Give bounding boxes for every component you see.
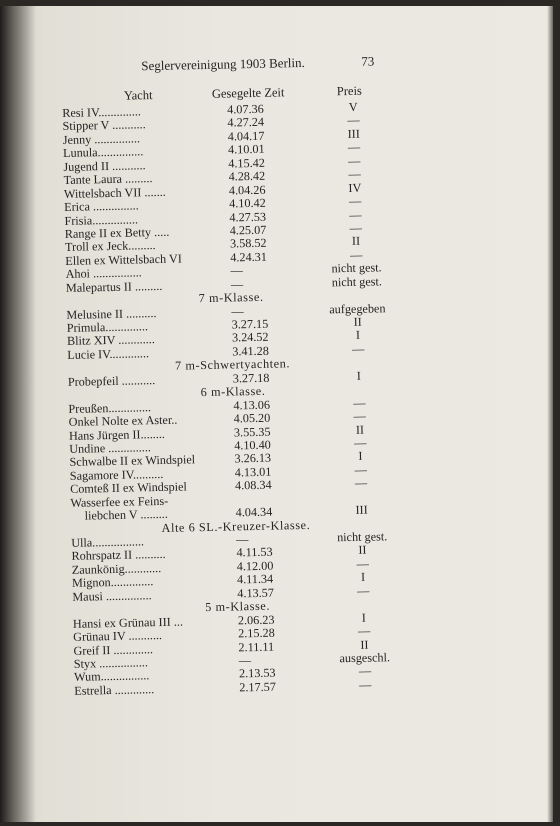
prize: — — [354, 462, 368, 477]
sailed-time: 4.04.34 — [235, 504, 273, 520]
sailed-time: 4.24.31 — [230, 249, 268, 265]
prize: — — [354, 475, 368, 491]
yacht-name: Styx ................ — [73, 655, 149, 671]
yacht-name: Blitz XIV ............ — [66, 332, 155, 349]
page-header — [61, 50, 531, 80]
column-header-preis: Preis — [336, 83, 362, 99]
sailed-time: 2.06.23 — [237, 612, 275, 628]
prize: — — [352, 341, 365, 356]
prize: III — [355, 502, 368, 518]
prize: II — [360, 637, 369, 652]
sailed-time: 3.24.52 — [231, 330, 269, 345]
yacht-name: Tante Laura ......... — [63, 171, 153, 188]
yacht-name: Probepfeil ........... — [67, 372, 156, 389]
prize: — — [349, 207, 362, 222]
sailed-time: 3.26.13 — [234, 451, 272, 466]
sailed-time: 4.12.00 — [236, 558, 274, 574]
yacht-name: Lucie IV............. — [67, 346, 150, 362]
yacht-name: Wittelsbach VII ....... — [63, 184, 166, 201]
prize: nicht gest. — [331, 274, 383, 290]
yacht-name: Preußen.............. — [68, 399, 152, 416]
sailed-time: 4.08.34 — [234, 477, 272, 493]
prize: — — [348, 193, 362, 209]
yacht-name: Resi IV.............. — [62, 104, 142, 120]
yacht-name: Rohrspatz II .......... — [71, 547, 166, 564]
sailed-time: 2.13.53 — [238, 666, 276, 681]
prize: II — [351, 234, 361, 249]
prize: — — [358, 664, 372, 679]
prize: — — [353, 408, 366, 424]
prize: I — [360, 570, 366, 585]
prize: nicht gest. — [331, 260, 382, 276]
prize: — — [353, 435, 367, 450]
prize: I — [355, 328, 361, 343]
yacht-name: Mausi ............... — [72, 587, 152, 604]
sailed-time: 4.07.36 — [227, 101, 264, 117]
yacht-name: Jugend II ........... — [63, 157, 146, 174]
yacht-name: Troll ex Jeck......... — [64, 238, 156, 255]
yacht-name: Estrella ............. — [74, 681, 155, 698]
sailed-time: 4.27.53 — [229, 209, 267, 224]
yacht-name: Primula.............. — [66, 319, 149, 335]
sailed-time: 4.04.26 — [228, 182, 266, 198]
yacht-name: Jenny ............... — [62, 131, 141, 147]
sailed-time: — — [236, 532, 249, 547]
book-page — [0, 6, 553, 822]
prize: — — [347, 113, 360, 128]
sailed-time: 4.11.34 — [236, 571, 274, 587]
sailed-time: 4.11.53 — [236, 545, 273, 560]
sailed-time: 2.15.28 — [238, 625, 275, 641]
yacht-name: Lunula............... — [62, 144, 144, 161]
sailed-time: 4.27.24 — [227, 115, 265, 130]
yacht-name: Sagamore IV.......... — [69, 466, 164, 483]
yacht-name: Ulla................. — [71, 534, 145, 550]
yacht-name: Comteß II ex Windspiel — [69, 479, 187, 497]
yacht-name: Hansi ex Grünau III ... — [72, 614, 184, 631]
sailed-time: 4.13.01 — [234, 464, 272, 480]
sailed-time: 3.58.52 — [229, 236, 267, 251]
prize: — — [353, 395, 366, 410]
class-heading-text: 5 m-Klasse. — [205, 598, 271, 615]
sailed-time: — — [230, 263, 243, 278]
yacht-name: liebchen V ......... — [84, 506, 168, 523]
sailed-time: 4.04.17 — [227, 128, 265, 144]
yacht-name: Mignon.............. — [71, 574, 154, 591]
sailed-time: 2.11.11 — [238, 639, 275, 654]
yacht-name: Grünau IV ........... — [73, 628, 163, 644]
yacht-name: Hans Jürgen II........ — [68, 426, 166, 443]
prize: — — [350, 247, 363, 262]
prize: — — [357, 583, 370, 598]
yacht-name: Erica ............... — [64, 198, 139, 215]
sailed-time: 3.55.35 — [233, 424, 271, 439]
prize: aufgegeben — [329, 300, 386, 316]
yacht-name: Stipper V ........... — [62, 117, 146, 134]
results-table — [62, 96, 544, 697]
sailed-time: 3.41.28 — [232, 343, 269, 359]
prize: ausgeschl. — [339, 650, 391, 666]
yacht-name: Wasserfee ex Feins- — [70, 493, 169, 510]
class-heading-text: Alte 6 SL.-Kreuzer-Klasse. — [161, 517, 311, 535]
sailed-time: 4.13.57 — [237, 585, 275, 601]
yacht-name: Zaunkönig............ — [71, 560, 162, 577]
sailed-time: 2.17.57 — [239, 679, 277, 695]
sailed-time: 4.10.42 — [229, 195, 266, 211]
yacht-name: Schwalbe II ex Windspiel — [69, 452, 196, 470]
prize: V — [348, 99, 358, 114]
sailed-time: — — [231, 303, 244, 319]
sailed-time: 4.25.07 — [229, 222, 267, 238]
sailed-time: 4.10.40 — [234, 437, 271, 453]
sailed-time: 3.27.18 — [232, 370, 270, 386]
class-heading-text: 7 m-Klasse. — [198, 289, 264, 306]
prize: — — [356, 556, 369, 571]
class-heading-text: 6 m-Klasse. — [200, 383, 266, 400]
sailed-time: 4.05.20 — [233, 410, 271, 426]
prize: — — [359, 677, 372, 692]
yacht-name: Melusine II .......... — [66, 305, 157, 322]
column-header-zeit: Gesegelte Zeit — [211, 85, 285, 101]
prize: I — [361, 610, 367, 625]
yacht-name: Wum................ — [73, 668, 150, 685]
sailed-time: 4.10.01 — [227, 142, 265, 157]
prize: nicht gest. — [336, 529, 388, 545]
prize: III — [347, 126, 360, 141]
prize: II — [358, 543, 367, 558]
prize: I — [358, 449, 363, 464]
prize: II — [353, 314, 362, 329]
yacht-name: Undine .............. — [69, 440, 151, 456]
prize: — — [348, 166, 361, 182]
yacht-name: Greif II ............. — [73, 641, 154, 658]
prize: II — [355, 422, 365, 437]
running-title: Seglervereinigung 1903 Berlin. — [141, 54, 305, 74]
prize: IV — [348, 180, 362, 195]
class-heading-text: 7 m-Schwertyachten. — [174, 356, 291, 373]
prize: I — [356, 368, 361, 383]
sailed-time: 4.15.42 — [228, 155, 266, 171]
yacht-name: Onkel Nolte ex Aster.. — [68, 412, 178, 429]
sailed-time: 3.27.15 — [231, 316, 269, 332]
sailed-time: — — [238, 653, 252, 668]
prize: — — [348, 153, 361, 168]
yacht-name: Frisia............... — [64, 211, 139, 228]
prize: — — [347, 140, 361, 155]
yacht-name: Ahoi ................ — [65, 265, 142, 282]
page-number: 73 — [361, 53, 375, 69]
sailed-time: — — [230, 276, 244, 292]
prize: — — [349, 220, 362, 235]
yacht-name: Malepartus II ......... — [65, 278, 163, 295]
page-content — [60, 6, 547, 822]
column-header-yacht: Yacht — [123, 88, 153, 103]
yacht-name: Range II ex Betty ..... — [64, 224, 170, 241]
yacht-name: Ellen ex Wittelsbach VI — [65, 251, 182, 268]
sailed-time: 4.13.06 — [233, 397, 271, 413]
prize: — — [357, 623, 371, 638]
sailed-time: 4.28.42 — [228, 168, 266, 184]
